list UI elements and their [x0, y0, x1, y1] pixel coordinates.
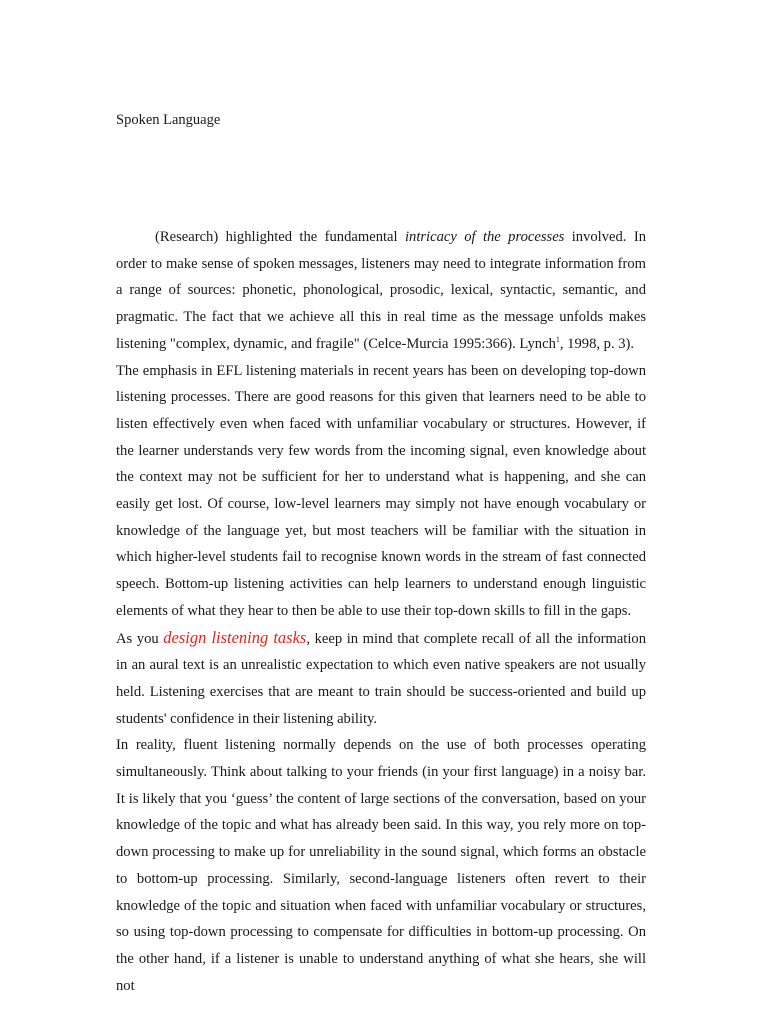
paragraph-design-text-a: As you: [116, 630, 164, 647]
italic-phrase: intricacy of the processes: [404, 229, 565, 245]
paragraph-emphasis: The emphasis in EFL listening materials in recent years has been on developing top-down listening processes. There are good reasons for this given that learners need to be able to listen effectively even when faced with unfamiliar vocabulary or structures. However, if the learner understands very few words from the incoming signal, even knowledge about the context may not be sufficient for her to understand what is happening, and she can easily get lost. Of course, low-level learners may simply not have enough vocabulary or knowledge of the language yet, but most teachers will be familiar with the situation in which higher-level students fail to recognise known words in the stream of fast connected speech. Bottom-up listening activities can help learners to understand enough linguistic elements of what they hear to then be able to use their top-down skills to fill in the gaps.: [116, 362, 646, 619]
paragraph-design-text-b: , keep in mind that complete recall of all the information in an aural text is an unrealistic expectation to which even native speakers are not usually held. Listening exercises that are meant to train should be success-oriented and build up students' confidence in their listening ability.: [116, 630, 647, 727]
document-title: Spoken Language: [116, 112, 221, 128]
paragraph-research-text-b: involved. In order to make sense of spoken messages, listeners may need to integrate information from a range of sources: phonetic, phonological, prosodic, lexical, syntactic, semantic, and pragmatic. The fact that we achieve all this in real time as the message unfolds makes listening "complex, dynamic, and fragile" (Celce-Murcia 1995:366). Lynch: [116, 229, 646, 352]
paragraph-research-text-c: , 1998, p. 3).: [559, 335, 635, 352]
paragraph-research: [116, 224, 646, 358]
paragraph-design-tasks: [116, 625, 646, 733]
paragraph-research-text-a: (Research) highlighted the fundamental: [155, 229, 405, 245]
paragraph-reality: In reality, fluent listening normally depends on the use of both processes operating simultaneously. Think about talking to your friends (in your first language) in a noisy bar. It is likely that you ‘guess’ the content of large sections of the conversation, based on your knowledge of the topic and what has already been said. In this way, you rely more on top-down processing to make up for unreliability in the sound signal, which forms an obstacle to bottom-up processing. Similarly, second-language listeners often revert to their knowledge of the topic and situation when faced with unfamiliar vocabulary or structures, so using top-down processing to compensate for difficulties in bottom-up processing. On the other hand, if a listener is unable to understand anything of what she hears, she will not: [116, 737, 646, 994]
footnote-marker: 1: [555, 334, 560, 344]
design-listening-tasks-link[interactable]: design listening tasks: [163, 627, 307, 647]
document-body: [116, 224, 646, 999]
